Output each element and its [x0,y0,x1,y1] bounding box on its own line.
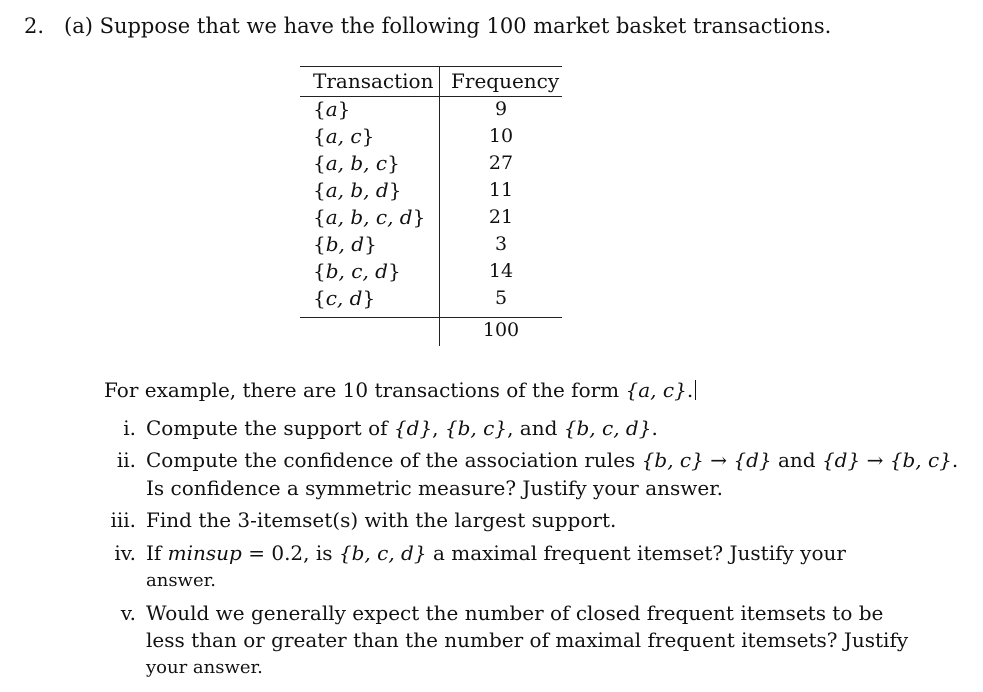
example-end: . [686,378,694,402]
part-ii-text-line2: Is confidence a symmetric measure? Justify your answer. [146,476,723,500]
part-i-label: i. [123,416,136,440]
table-row-5-items: {b, d} [313,232,377,256]
example-sentence [104,378,696,402]
table-row-0-items: {a} [313,97,351,121]
header-transaction: Transaction [313,69,434,93]
table-row-5-frequency: 3 [494,233,508,255]
table-row-6-frequency: 14 [488,260,514,282]
table-row-4-frequency: 21 [488,206,514,228]
part-iii-label: iii. [110,508,136,532]
table-row-7-items: {c, d} [313,286,376,310]
table-row-0-frequency: 9 [494,98,508,120]
question-number: 2. [24,14,45,38]
part-ii-text-line1: Compute the confidence of the association rules {b, c} → {d} and {d} → {b, c}. [146,448,959,472]
part-iii-text: Find the 3-itemset(s) with the largest support. [146,508,617,532]
table-row-1-frequency: 10 [488,125,514,147]
part-v-label: v. [120,601,136,625]
part-v-text-line1: Would we generally expect the number of closed frequent itemsets to be [146,601,884,625]
table-row-7-frequency: 5 [494,287,508,309]
table-row-3-items: {a, b, d} [313,178,402,202]
question-intro: (a) Suppose that we have the following 100 market basket transactions. [64,14,832,38]
part-iv-label: iv. [114,541,136,565]
header-frequency: Frequency [451,69,560,93]
table-row-1-items: {a, c} [313,124,375,148]
table-row-3-frequency: 11 [488,179,514,201]
text-cursor [695,380,696,400]
part-i-text: Compute the support of {d}, {b, c}, and {b, c, d}. [146,416,658,440]
example-text: For example, there are 10 transactions of the form [104,378,626,402]
table-row-4-items: {a, b, c, d} [313,205,426,229]
table-row-6-items: {b, c, d} [313,259,401,283]
transactions-table [300,66,562,346]
part-ii-label: ii. [116,448,136,472]
part-iv-text-line1: If minsup = 0.2, is {b, c, d} a maximal frequent itemset? Justify your [146,541,846,565]
table-row-2-items: {a, b, c} [313,151,400,175]
part-iv-text-line2: answer. [146,570,216,591]
part-v-text-line3: your answer. [146,657,263,678]
example-set: {a, c} [625,378,687,402]
table-total-frequency: 100 [482,319,520,341]
part-v-text-line2: less than or greater than the number of maximal frequent itemsets? Justify [146,628,909,652]
table-row-2-frequency: 27 [488,152,514,174]
